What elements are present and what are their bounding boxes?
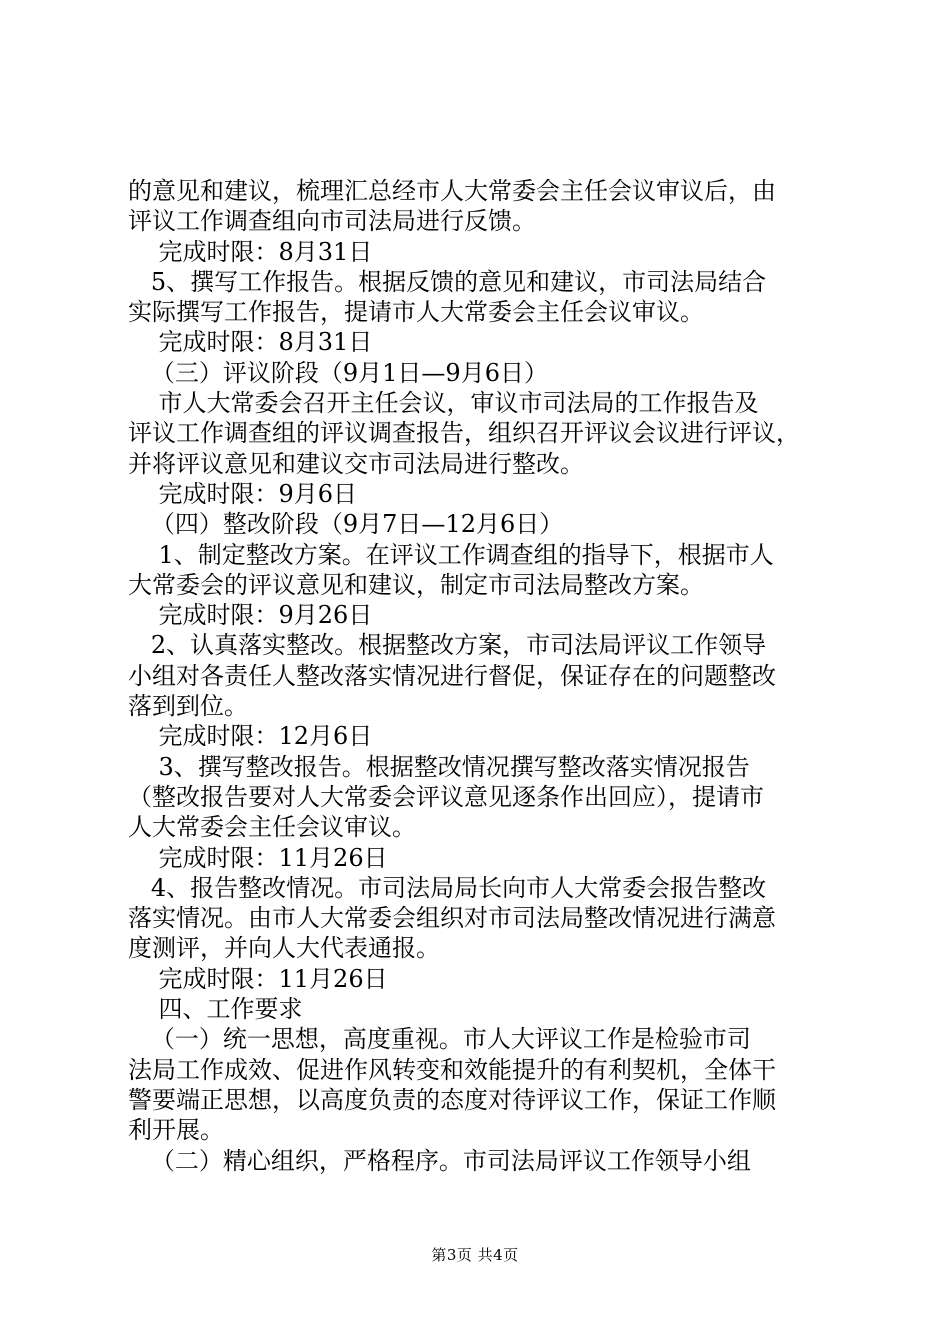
text-line: 落实情况。由市人大常委会组织对市司法局整改情况进行满意: [128, 904, 776, 933]
text-line: 完成时限：8月31日: [128, 328, 373, 357]
text-line: 5、撰写工作报告。根据反馈的意见和建议，市司法局结合: [128, 267, 767, 296]
text-line: 的意见和建议，梳理汇总经市人大常委会主任会议审议后，由: [128, 177, 776, 205]
text-line: 4、报告整改情况。市司法局局长向市人大常委会报告整改: [128, 873, 767, 902]
text-line: 度测评，并向人大代表通报。: [128, 934, 440, 963]
text-line: 评议工作调查组的评议调查报告，组织召开评议会议进行评议，: [128, 419, 800, 448]
text-line: 1、制定整改方案。在评议工作调查组的指导下，根据市人: [128, 540, 774, 569]
text-line: 并将评议意见和建议交市司法局进行整改。: [128, 449, 584, 478]
text-line: 2、认真落实整改。根据整改方案，市司法局评议工作领导: [128, 631, 767, 660]
text-line: 完成时限：11月26日: [128, 964, 388, 993]
text-line: 人大常委会主任会议审议。: [128, 813, 416, 842]
text-line: （一）统一思想，高度重视。市人大评议工作是检验市司: [128, 1025, 751, 1054]
text-line: 完成时限：8月31日: [128, 237, 373, 266]
text-line: 小组对各责任人整改落实情况进行督促，保证存在的问题整改: [128, 661, 776, 690]
text-line: 四、工作要求: [128, 995, 303, 1024]
document-body: [128, 176, 828, 1176]
text-line: （二）精心组织，严格程序。市司法局评议工作领导小组: [128, 1146, 751, 1175]
text-line: 利开展。: [128, 1116, 224, 1145]
text-line: （整改报告要对人大常委会评议意见逐条作出回应），提请市: [128, 782, 764, 811]
text-line: 完成时限：9月26日: [128, 601, 373, 630]
text-line: 完成时限：12月6日: [128, 722, 373, 751]
text-line: （四）整改阶段（9月7日—12月6日）: [128, 510, 564, 539]
text-line: 完成时限：11月26日: [128, 843, 388, 872]
text-line: 评议工作调查组向市司法局进行反馈。: [128, 207, 536, 236]
text-line: 法局工作成效、促进作风转变和效能提升的有利契机，全体干: [128, 1055, 776, 1084]
text-line: 警要端正思想，以高度负责的态度对待评议工作，保证工作顺: [128, 1085, 776, 1114]
text-line: 落到到位。: [128, 692, 248, 721]
text-line: 大常委会的评议意见和建议，制定市司法局整改方案。: [128, 570, 704, 599]
text-line: （三）评议阶段（9月1日—9月6日）: [128, 358, 548, 387]
text-line: 3、撰写整改报告。根据整改情况撰写整改落实情况报告: [128, 752, 750, 781]
text-line: 实际撰写工作报告，提请市人大常委会主任会议审议。: [128, 298, 704, 327]
text-line: 市人大常委会召开主任会议，审议市司法局的工作报告及: [128, 389, 759, 418]
page-footer: 第3页 共4页: [431, 1246, 519, 1264]
text-line: 完成时限：9月6日: [128, 479, 358, 508]
